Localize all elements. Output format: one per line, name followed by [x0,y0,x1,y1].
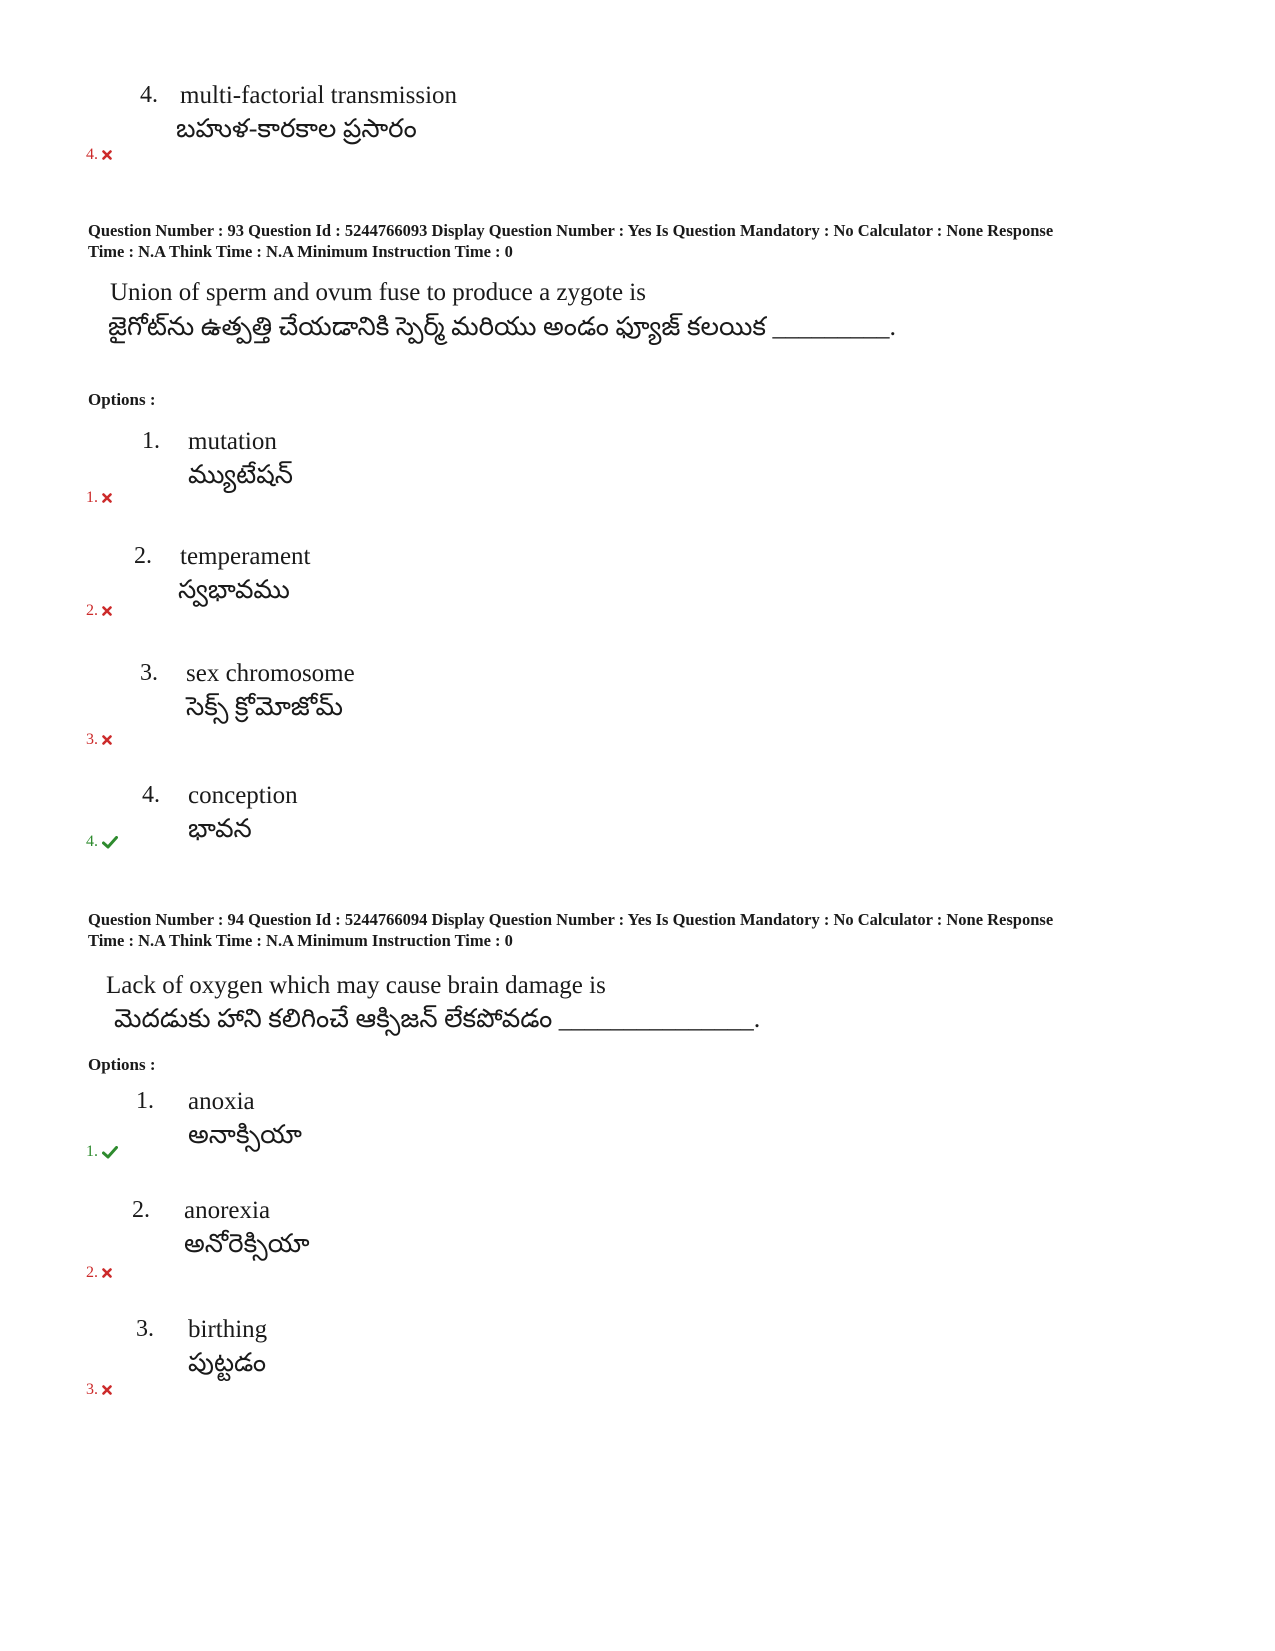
check-icon [102,836,118,849]
option-number: 2. [134,543,152,569]
option-marker [86,146,112,164]
option-telugu: సెక్స్ క్రోమోజోమ్ [186,692,343,721]
options-label: Options : [88,1055,156,1074]
cross-icon [102,1268,112,1278]
option-number: 2. [132,1197,150,1223]
cross-icon [102,735,112,745]
option-number: 1. [142,428,160,454]
option-number: 1. [136,1088,154,1114]
question-text-telugu: మెదడుకు హాని కలిగించే ఆక్సిజన్ లేకపోవడం _______________. [114,1004,761,1033]
question-meta-line2: Time : N.A Think Time : N.A Minimum Instruction Time : 0 [88,242,513,261]
cross-icon [102,493,112,503]
option-telugu: పుట్టడం [188,1348,267,1377]
option-number: 4. [140,82,158,108]
marker-number: 2. [86,1264,98,1281]
marker-number: 2. [86,602,98,619]
options-label: Options : [88,390,156,409]
option-telugu: మ్యుటేషన్ [188,460,293,489]
marker-number: 4. [86,146,98,163]
cross-icon [102,606,112,616]
option-number: 3. [136,1316,154,1342]
option-marker [86,489,112,507]
question-meta [88,220,1208,262]
option-telugu: భావన [188,814,252,843]
cross-icon [102,150,112,160]
question-meta-line2: Time : N.A Think Time : N.A Minimum Instruction Time : 0 [88,931,513,950]
option-marker [86,833,118,851]
cross-icon [102,1385,112,1395]
option-english: anorexia [184,1197,271,1224]
question-text-english: Lack of oxygen which may cause brain damage is [106,972,606,999]
option-marker [86,1381,112,1399]
marker-number: 3. [86,1381,98,1398]
option-english: conception [188,782,298,809]
option-english: birthing [188,1316,268,1343]
option-telugu: బహుళ-కారకాల ప్రసారం [176,114,417,143]
question-meta-line1: Question Number : 93 Question Id : 5244766093 Display Question Number : Yes Is Question Mandatory : No Calculator : None Response [88,221,1054,240]
option-english: multi-factorial transmission [180,82,458,109]
option-english: anoxia [188,1088,255,1115]
option-english: mutation [188,428,277,455]
marker-number: 1. [86,489,98,506]
check-icon [102,1146,118,1159]
marker-number: 1. [86,1143,98,1160]
marker-number: 4. [86,833,98,850]
option-telugu: అనోరెక్సియా [184,1229,310,1258]
option-number: 4. [142,782,160,808]
question-text-english: Union of sperm and ovum fuse to produce a zygote is [110,279,646,306]
question-text-telugu: జైగోట్‌ను ఉత్పత్తి చేయడానికి స్పెర్మ్ మరియు అండం ఫ్యూజ్ కలయిక _________. [108,312,896,341]
option-telugu: స్వభావము [178,575,290,604]
option-telugu: అనాక్సియా [188,1120,302,1149]
option-number: 3. [140,660,158,686]
option-english: sex chromosome [186,660,355,687]
question-meta-line1: Question Number : 94 Question Id : 5244766094 Display Question Number : Yes Is Question Mandatory : No Calculator : None Response [88,910,1054,929]
option-marker [86,731,112,749]
marker-number: 3. [86,731,98,748]
option-marker [86,1264,112,1282]
option-marker [86,602,112,620]
option-marker [86,1143,118,1161]
question-meta [88,909,1208,951]
option-english: temperament [180,543,311,570]
